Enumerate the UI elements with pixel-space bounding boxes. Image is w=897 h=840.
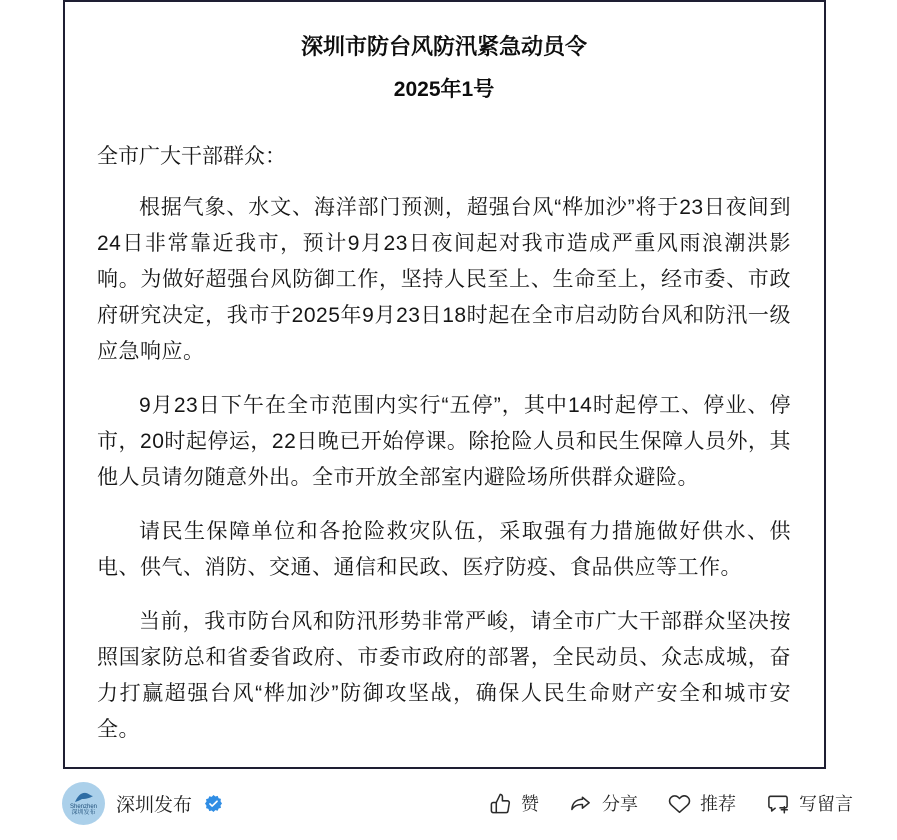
account-info[interactable] bbox=[62, 782, 222, 825]
comment-plus-icon bbox=[766, 792, 790, 815]
share-label: 分享 bbox=[602, 794, 638, 814]
account-name[interactable]: 深圳发布 bbox=[116, 794, 193, 816]
avatar-text-line1: Shenzhen bbox=[69, 803, 98, 810]
share-button[interactable] bbox=[569, 790, 638, 816]
share-icon bbox=[569, 792, 593, 815]
verified-badge-icon bbox=[205, 795, 222, 812]
paragraph-2: 9月23日下午在全市范围内实行“五停”，其中14时起停工、停业、停市，20时起停运，22日晚已开始停课。除抢险人员和民生保障人员外，其他人员请勿随意外出。全市开放全部室内避险场所供群众避险。 bbox=[97, 394, 791, 489]
write-comment-label: 写留言 bbox=[799, 794, 853, 814]
write-comment-button[interactable] bbox=[766, 790, 853, 816]
action-bar bbox=[489, 790, 853, 816]
announcement-number: 2025年1号 bbox=[393, 78, 495, 101]
announcement-title: 深圳市防台风防汛紧急动员令 bbox=[300, 34, 587, 59]
announcement-card bbox=[63, 0, 826, 769]
heart-icon bbox=[668, 792, 691, 815]
like-button[interactable] bbox=[489, 790, 539, 816]
paragraph-4: 当前，我市防台风和防汛形势非常严峻，请全市广大干部群众坚决按照国家防总和省委省政府、市委市政府的部署，全民动员、众志成城，奋力打赢超强台风“桦加沙”防御攻坚战，确保人民生命财产安全和城市安全。 bbox=[97, 610, 791, 741]
thumbs-up-icon bbox=[489, 792, 512, 815]
recommend-button[interactable] bbox=[668, 790, 736, 816]
paragraph-1: 根据气象、水文、海洋部门预测，超强台风“桦加沙”将于23日夜间到24日非常靠近我市，预计9月23日夜间起对我市造成严重风雨浪潮洪影响。为做好超强台风防御工作，坚持人民至上、生命至上，经市委、市政府研究决定，我市于2025年9月23日18时起在全市启动防台风和防汛一级应急响应。 bbox=[97, 196, 791, 363]
like-label: 赞 bbox=[521, 794, 539, 814]
footer-bar bbox=[0, 769, 897, 837]
avatar-text-line2: 深圳发布 bbox=[71, 809, 96, 816]
avatar[interactable] bbox=[62, 782, 105, 825]
salutation: 全市广大干部群众： bbox=[97, 145, 286, 168]
avatar-bird-icon bbox=[73, 791, 95, 804]
paragraph-3: 请民生保障单位和各抢险救灾队伍，采取强有力措施做好供水、供电、供气、消防、交通、通信和民政、医疗防疫、食品供应等工作。 bbox=[97, 520, 791, 579]
recommend-label: 推荐 bbox=[700, 794, 736, 814]
